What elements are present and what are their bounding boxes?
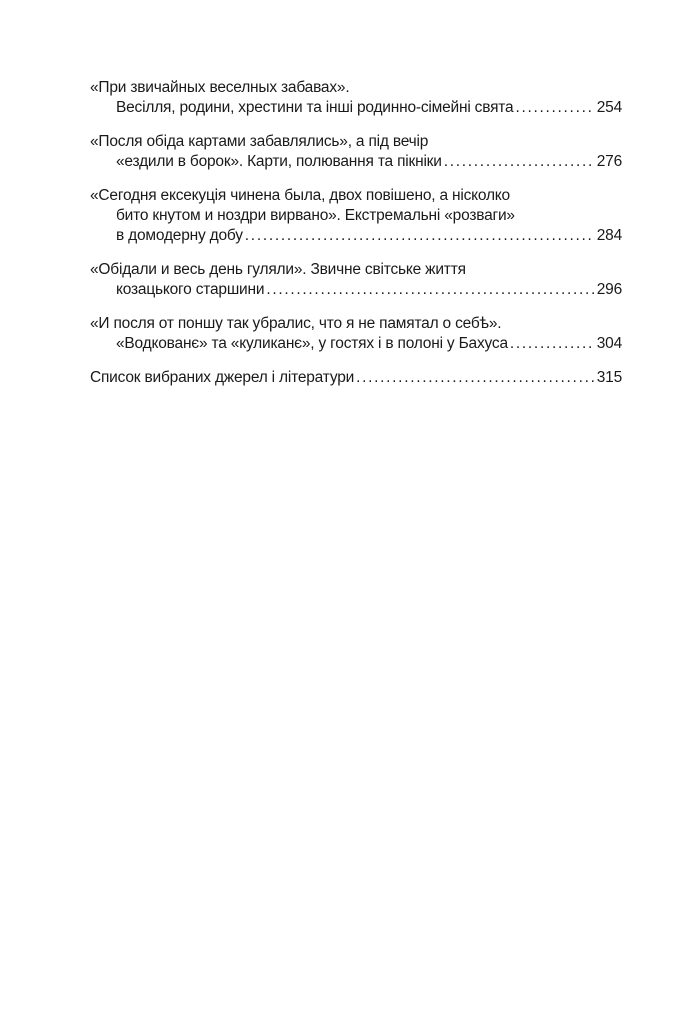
toc-entry-subtitle: козацького старшини bbox=[116, 281, 265, 298]
toc-entry-last-line bbox=[90, 226, 622, 246]
toc-entry bbox=[90, 132, 622, 172]
toc-entry-last-line bbox=[90, 334, 622, 354]
table-of-contents bbox=[90, 78, 622, 402]
toc-entry-title: Список вибраних джерел і літератури bbox=[90, 369, 355, 386]
toc-entry bbox=[90, 260, 622, 300]
page-number: 304 bbox=[596, 335, 622, 352]
page-number: 296 bbox=[596, 281, 622, 298]
toc-entry-last-line bbox=[90, 368, 622, 388]
toc-entry-subtitle: «Водкованє» та «куликанє», у гостях і в полоні у Бахуса bbox=[116, 335, 508, 352]
dot-leader bbox=[266, 280, 594, 300]
toc-entry bbox=[90, 314, 622, 354]
toc-entry bbox=[90, 78, 622, 118]
page-number: 276 bbox=[596, 153, 622, 170]
dot-leader bbox=[245, 226, 595, 246]
dot-leader bbox=[515, 98, 594, 118]
page-number: 254 bbox=[596, 99, 622, 116]
toc-entry-title-cont: бито кнутом и ноздри вирвано». Екстремальні «розваги» bbox=[116, 207, 515, 224]
toc-entry-last-line bbox=[90, 280, 622, 300]
toc-entry bbox=[90, 186, 622, 246]
page-number: 284 bbox=[596, 227, 622, 244]
dot-leader bbox=[356, 368, 595, 388]
toc-entry bbox=[90, 368, 622, 388]
toc-entry-subtitle: «ездили в борок». Карти, полювання та пікніки bbox=[116, 153, 442, 170]
toc-entry-title: «Обідали и весь день гуляли». Звичне світське життя bbox=[90, 261, 466, 278]
toc-entry-last-line bbox=[90, 98, 622, 118]
dot-leader bbox=[510, 334, 595, 354]
toc-entry-subtitle: Весілля, родини, хрестини та інші родинно-сімейні свята bbox=[116, 99, 514, 116]
toc-entry-last-line bbox=[90, 152, 622, 172]
toc-entry-title: «И посля от поншу так убралис, что я не памятал о себѣ». bbox=[90, 315, 502, 332]
toc-entry-title: «При звичайных веселных забавах». bbox=[90, 79, 350, 96]
page-number: 315 bbox=[596, 369, 622, 386]
dot-leader bbox=[444, 152, 595, 172]
toc-entry-title: «Посля обіда картами забавлялись», а під вечір bbox=[90, 133, 429, 150]
toc-entry-subtitle: в домодерну добу bbox=[116, 227, 243, 244]
toc-entry-title: «Сегодня ексекуція чинена была, двох повішено, а нісколко bbox=[90, 187, 510, 204]
